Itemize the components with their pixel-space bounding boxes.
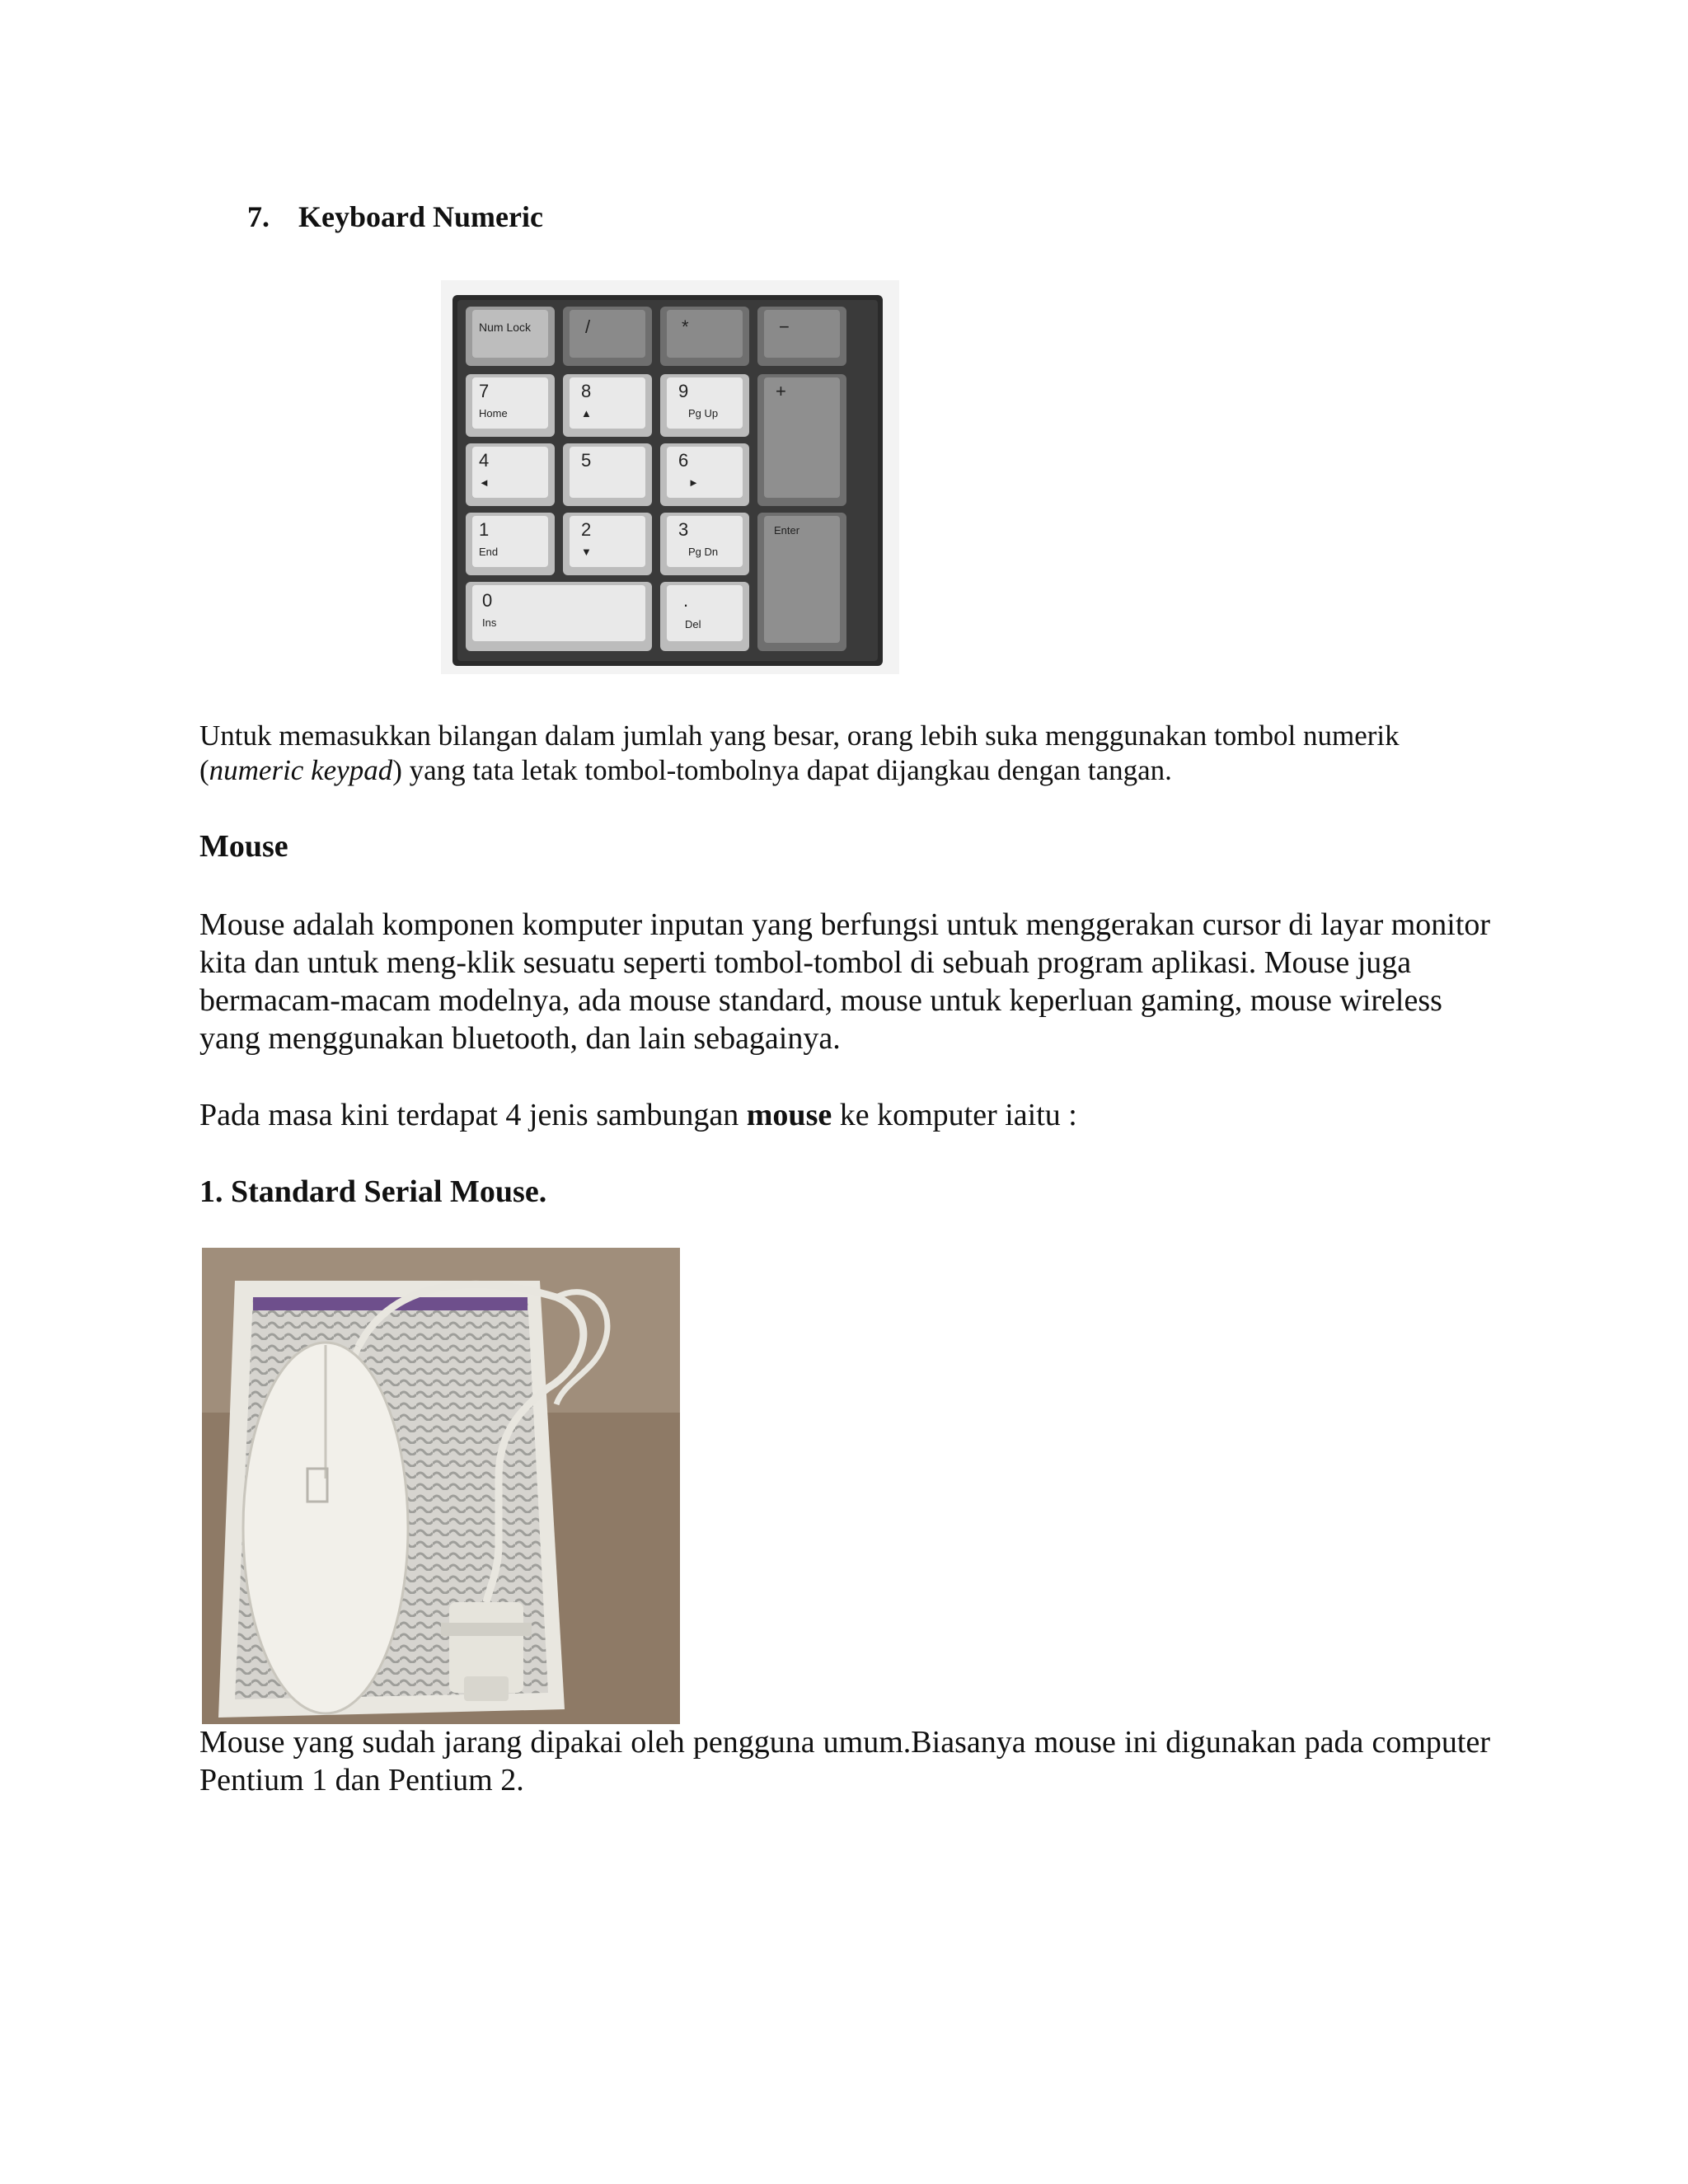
svg-text:6: 6 [678,450,689,471]
mouse-paragraph: Mouse adalah komponen komputer inputan yang berfungsi untuk menggerakan cursor di layar monitor kita dan untuk meng-klik sesuatu seperti tombol-tombol di sebuah program aplikasi. Mouse juga bermacam-macam modelnya, ada mouse standard, mouse untuk keperluan gaming, mouse wireless yang menggunakan bluetooth, dan lain sebagainya. [199,907,1491,1056]
section-number: 7. [247,200,270,233]
numeric-keypad-image [441,280,899,674]
numeric-keypad-photo-icon [441,280,899,674]
serial-mouse-paragraph: Mouse yang sudah jarang dipakai oleh pengguna umum.Biasanya mouse ini digunakan pada computer Pentium 1 dan Pentium 2. [199,1725,1490,1797]
key-2 [563,513,652,575]
svg-text:Home: Home [479,407,508,419]
key-6 [660,443,749,506]
svg-text:−: − [779,316,790,337]
keypad-paragraph [199,719,1493,788]
svg-text:▼: ▼ [581,546,592,558]
svg-text:Pg Dn: Pg Dn [688,546,719,558]
svg-text:0: 0 [482,590,493,611]
svg-text:4: 4 [479,450,490,471]
key-3 [660,513,749,575]
key-numlock [466,307,555,366]
svg-text:9: 9 [678,381,689,401]
svg-text:.: . [683,590,689,611]
section-title: Keyboard Numeric [298,200,543,233]
connection-bold: mouse [746,1098,832,1132]
svg-text:Num Lock: Num Lock [479,321,532,334]
connection-text-a: Pada masa kini terdapat 4 jenis sambungan [199,1098,747,1132]
keypad-paragraph-text-a: Untuk memasukkan bilangan dalam jumlah yang besar, orang lebih suka menggunakan tombol numerik ( [199,719,1400,786]
connection-paragraph [199,1096,1502,1134]
key-star [660,307,749,366]
key-1 [466,513,555,575]
svg-text:Ins: Ins [482,616,497,629]
key-dot [660,582,749,651]
svg-text:Del: Del [685,618,701,630]
key-0 [466,582,652,651]
svg-text:◄: ◄ [479,476,490,489]
serial-mouse-photo-icon [202,1248,680,1724]
keypad-paragraph-text-b: ) yang tata letak tombol-tombolnya dapat dijangkau dengan tangan. [392,754,1172,786]
svg-text:8: 8 [581,381,592,401]
serial-mouse-image [202,1248,680,1724]
section-heading-keyboard-numeric [247,199,543,234]
svg-text:*: * [682,316,689,337]
connection-text-b: ke komputer iaitu : [832,1098,1077,1132]
mouse-heading: Mouse [199,829,288,864]
key-minus [757,307,846,366]
svg-text:7: 7 [479,381,490,401]
svg-text:1: 1 [479,519,490,540]
svg-text:5: 5 [581,450,592,471]
key-enter [757,513,846,651]
svg-text:+: + [776,381,786,401]
svg-text:End: End [479,546,499,558]
key-slash [563,307,652,366]
svg-text:Enter: Enter [774,524,800,537]
svg-text:3: 3 [678,519,689,540]
key-9 [660,374,749,437]
key-7 [466,374,555,437]
key-8 [563,374,652,437]
svg-text:►: ► [688,476,699,489]
key-5 [563,443,652,506]
key-4 [466,443,555,506]
serial-mouse-heading: 1. Standard Serial Mouse. [199,1174,547,1209]
svg-text:2: 2 [581,519,592,540]
svg-text:/: / [585,316,591,337]
keypad-paragraph-italic: numeric keypad [209,754,393,786]
key-plus [757,374,846,506]
svg-text:▲: ▲ [581,407,592,419]
svg-text:Pg Up: Pg Up [688,407,719,419]
